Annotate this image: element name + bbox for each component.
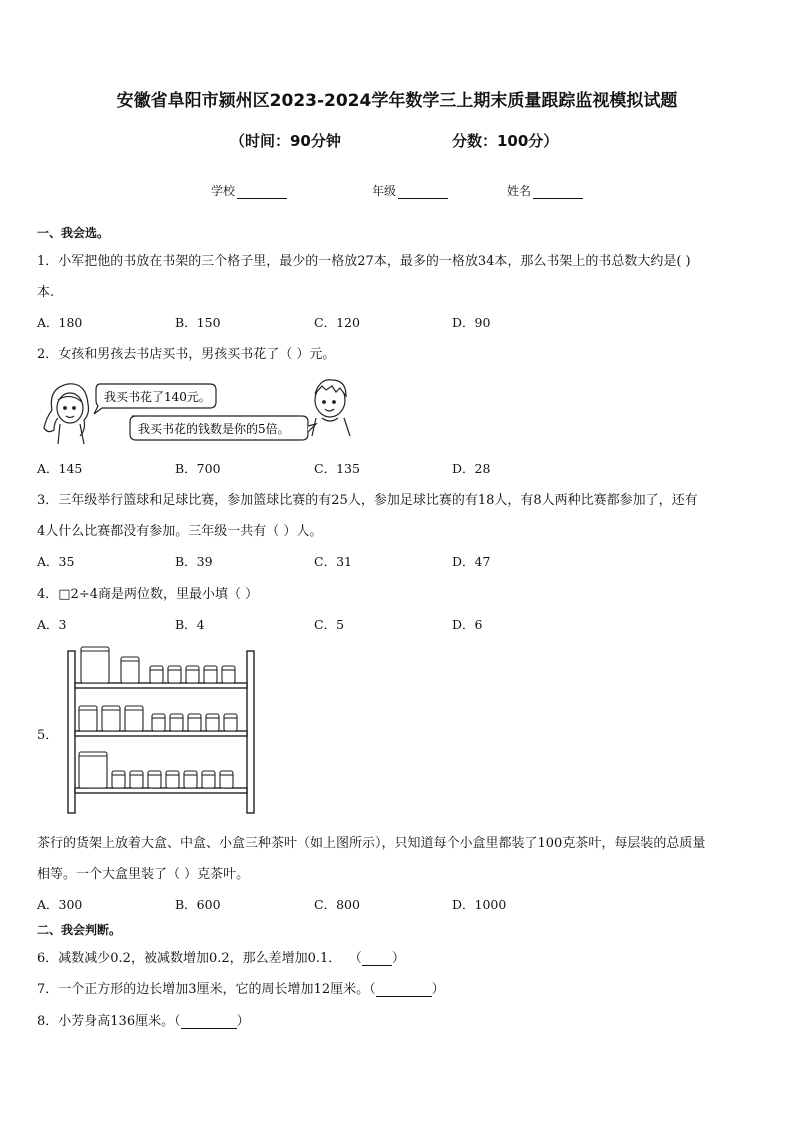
shelf-post-right — [247, 651, 254, 813]
question-1-line2: 本. — [37, 285, 55, 300]
name-blank[interactable] — [533, 185, 583, 199]
option-c[interactable]: C．5 — [314, 617, 345, 632]
section-title: 二、我会判断。 — [37, 923, 122, 937]
option-d[interactable]: D．28 — [452, 461, 491, 476]
option-c[interactable]: C．135 — [314, 461, 360, 476]
option-d[interactable]: D．1000 — [452, 897, 507, 912]
small-tea-box — [130, 771, 143, 788]
boy-speech-text: 我买书花的钱数是你的5倍。 — [138, 422, 290, 436]
small-tea-box — [224, 714, 237, 731]
option-d[interactable]: D．47 — [452, 554, 491, 569]
school-blank[interactable] — [237, 185, 287, 199]
small-tea-box — [206, 714, 219, 731]
option-b[interactable]: B．39 — [175, 554, 213, 569]
exam-score: 分数：100分） — [452, 132, 559, 150]
question-2: 2．女孩和男孩去书店买书，男孩买书花了（ ）元。 — [37, 347, 336, 362]
boy-speech-bubble — [130, 416, 316, 440]
dialogue-illustration — [40, 374, 360, 446]
question-5-number: 5． — [37, 728, 59, 743]
grade-field[interactable] — [372, 182, 448, 199]
option-a[interactable]: A．35 — [37, 554, 75, 569]
name-label: 姓名 — [507, 184, 532, 198]
large-tea-box — [81, 647, 109, 683]
option-c[interactable]: C．31 — [314, 554, 352, 569]
option-b[interactable]: B．150 — [175, 315, 221, 330]
small-tea-box — [170, 714, 183, 731]
section-title: 一、我会选。 — [37, 226, 110, 240]
small-tea-box — [220, 771, 233, 788]
shelf-board-1 — [75, 683, 247, 688]
question-5-line1: 茶行的货架上放着大盒、中盒、小盒三种茶叶（如上图所示），只知道每个小盒里都装了100克茶叶，每层装的总质量 — [37, 836, 706, 851]
option-d[interactable]: D．90 — [452, 315, 491, 330]
shelf-board-3 — [75, 788, 247, 793]
school-label: 学校 — [211, 184, 236, 198]
small-tea-box — [166, 771, 179, 788]
option-b[interactable]: B．600 — [175, 897, 221, 912]
option-a[interactable]: A．3 — [37, 617, 67, 632]
boy-figure — [312, 380, 350, 436]
grade-blank[interactable] — [398, 185, 448, 199]
page-title: 安徽省阜阳市颍州区2023-2024学年数学三上期末质量跟踪监视模拟试题 — [116, 91, 678, 111]
answer-blank[interactable] — [362, 952, 392, 966]
question-6 — [37, 947, 405, 966]
answer-blank[interactable] — [376, 983, 432, 997]
question-4: 4．□2÷4商是两位数，里最小填（ ） — [37, 587, 259, 602]
question-6-text: 6．减数减少0.2，被减数增加0.2，那么差增加0.1． — [37, 951, 342, 966]
option-a[interactable]: A．300 — [37, 897, 83, 912]
option-a[interactable]: A．145 — [37, 461, 83, 476]
answer-blank[interactable] — [181, 1015, 237, 1029]
small-tea-box — [168, 666, 181, 683]
shelf-board-2 — [75, 731, 247, 736]
school-field[interactable] — [211, 182, 287, 199]
paren-close: ） — [431, 982, 445, 997]
option-b[interactable]: B．700 — [175, 461, 221, 476]
shelf-post-left — [68, 651, 75, 813]
option-c[interactable]: C．120 — [314, 315, 360, 330]
name-field[interactable] — [507, 182, 583, 199]
question-8 — [37, 1010, 250, 1029]
question-5-line2: 相等。一个大盒里装了（ ）克茶叶。 — [37, 867, 250, 882]
girl-figure — [44, 384, 89, 444]
question-3-line2: 4人什么比赛都没有参加。三年级一共有（ ）人。 — [37, 524, 323, 539]
small-tea-box — [148, 771, 161, 788]
small-tea-box — [112, 771, 125, 788]
paren-close: ） — [236, 1014, 250, 1029]
small-tea-box — [150, 666, 163, 683]
question-3-line1: 3．三年级举行篮球和足球比赛，参加篮球比赛的有25人，参加足球比赛的有18人，有8人两种比赛都参加了，还有 — [37, 493, 698, 508]
girl-speech-bubble — [94, 384, 216, 414]
question-7 — [37, 978, 445, 997]
question-1-line1: 1．小军把他的书放在书架的三个格子里，最少的一格放27本，最多的一格放34本，那么书架上的书总数大约是( ) — [37, 254, 691, 269]
exam-time: （时间：90分钟 — [230, 132, 341, 150]
option-c[interactable]: C．800 — [314, 897, 360, 912]
option-b[interactable]: B．4 — [175, 617, 205, 632]
girl-speech-text: 我买书花了140元。 — [104, 390, 211, 404]
question-7-text: 7．一个正方形的边长增加3厘米，它的周长增加12厘米。（ — [37, 982, 376, 997]
paren-open: （ — [355, 951, 362, 966]
small-tea-box — [222, 666, 235, 683]
question-8-text: 8．小芳身高136厘米。（ — [37, 1014, 181, 1029]
large-tea-box — [79, 752, 107, 788]
tea-shelf-illustration — [66, 643, 256, 815]
small-tea-box — [152, 714, 165, 731]
paren-close: ） — [391, 951, 405, 966]
small-tea-box — [202, 771, 215, 788]
grade-label: 年级 — [372, 184, 397, 198]
small-tea-box — [204, 666, 217, 683]
option-a[interactable]: A．180 — [37, 315, 83, 330]
small-tea-box — [188, 714, 201, 731]
option-d[interactable]: D．6 — [452, 617, 483, 632]
small-tea-box — [184, 771, 197, 788]
small-tea-box — [186, 666, 199, 683]
